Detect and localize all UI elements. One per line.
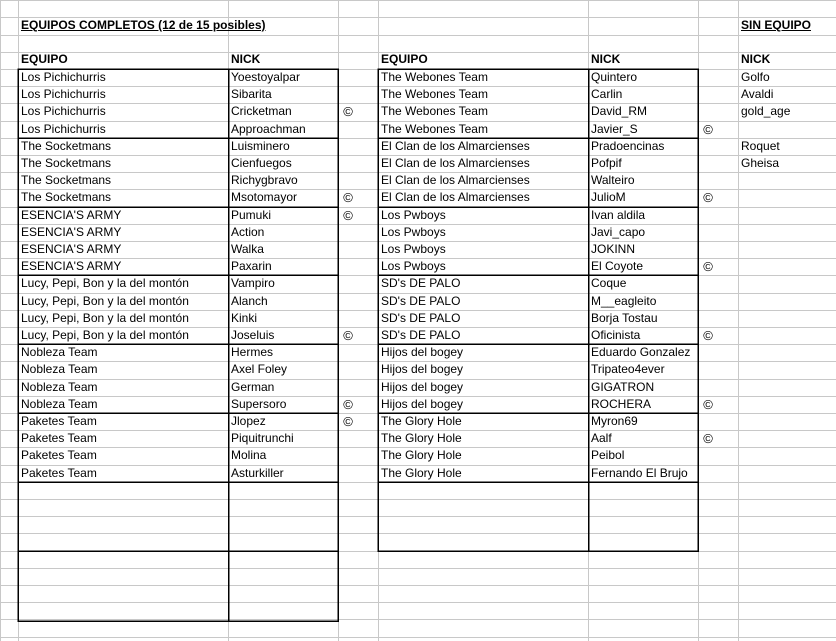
nick-cell[interactable]: Myron69 [591,414,638,428]
nick-cell[interactable]: Cricketman [231,104,292,118]
nick-cell[interactable]: Action [231,225,265,239]
team-cell[interactable]: El Clan de los Almarcienses [381,190,530,204]
captain-mark[interactable]: © [343,328,353,343]
team-cell[interactable]: El Clan de los Almarcienses [381,156,530,170]
nick-cell[interactable]: Kinki [231,311,258,325]
team-cell[interactable]: Los Pichichurris [21,70,106,84]
team-cell[interactable]: SD's DE PALO [381,294,461,308]
sin-equipo-nick-cell[interactable]: Golfo [741,70,770,84]
nick-cell[interactable]: Paxarin [231,259,272,273]
captain-mark[interactable]: © [343,397,353,412]
team-cell[interactable]: Los Pwboys [381,225,446,239]
team-cell[interactable]: Nobleza Team [21,397,98,411]
captain-mark[interactable]: © [703,328,713,343]
team-cell[interactable]: The Webones Team [381,70,488,84]
sin-equipo-nick-cell[interactable]: Gheisa [741,156,780,170]
nick-cell[interactable]: Alanch [231,294,268,308]
team-cell[interactable]: Hijos del bogey [381,397,464,411]
nick-cell[interactable]: Pumuki [231,208,272,222]
right-nick-header[interactable]: NICK [591,52,621,66]
nick-cell[interactable]: Coque [591,276,627,290]
sheet-title[interactable]: EQUIPOS COMPLETOS (12 de 15 posibles) [21,18,266,32]
team-cell[interactable]: The Glory Hole [381,466,462,480]
team-cell[interactable]: Paketes Team [21,431,97,445]
nick-cell[interactable]: JulioM [591,190,626,204]
nick-cell[interactable]: Supersoro [231,397,287,411]
nick-cell[interactable]: Eduardo Gonzalez [591,345,691,359]
team-cell[interactable]: ESENCIA'S ARMY [21,242,122,256]
team-cell[interactable]: Hijos del bogey [381,345,464,359]
team-cell[interactable]: Paketes Team [21,448,97,462]
nick-cell[interactable]: Luisminero [231,139,290,153]
captain-mark[interactable]: © [703,122,713,137]
sin-equipo-nick-header[interactable]: NICK [741,52,771,66]
nick-cell[interactable]: Approachman [231,122,306,136]
team-cell[interactable]: The Webones Team [381,104,488,118]
team-cell[interactable]: El Clan de los Almarcienses [381,139,530,153]
team-cell[interactable]: Los Pichichurris [21,122,106,136]
nick-cell[interactable]: Joseluis [231,328,275,342]
team-cell[interactable]: The Glory Hole [381,431,462,445]
nick-cell[interactable]: GIGATRON [591,380,655,394]
team-cell[interactable]: Los Pwboys [381,242,446,256]
right-equipo-header[interactable]: EQUIPO [381,52,428,66]
left-equipo-header[interactable]: EQUIPO [21,52,68,66]
team-cell[interactable]: Nobleza Team [21,380,98,394]
nick-cell[interactable]: Asturkiller [231,466,284,480]
captain-mark[interactable]: © [703,259,713,274]
nick-cell[interactable]: Cienfuegos [231,156,292,170]
team-cell[interactable]: Lucy, Pepi, Bon y la del montón [21,328,189,342]
team-cell[interactable]: Paketes Team [21,414,97,428]
nick-cell[interactable]: Borja Tostau [591,311,658,325]
nick-cell[interactable]: Tripateo4ever [591,362,665,376]
team-cell[interactable]: Paketes Team [21,466,97,480]
nick-cell[interactable]: Axel Foley [231,362,288,376]
team-cell[interactable]: Hijos del bogey [381,380,464,394]
team-cell[interactable]: Los Pwboys [381,259,446,273]
team-cell[interactable]: El Clan de los Almarcienses [381,173,530,187]
nick-cell[interactable]: Jlopez [231,414,266,428]
nick-cell[interactable]: Ivan aldila [591,208,646,222]
team-cell[interactable]: Los Pwboys [381,208,446,222]
nick-cell[interactable]: Oficinista [591,328,641,342]
captain-mark[interactable]: © [703,190,713,205]
team-cell[interactable]: ESENCIA'S ARMY [21,259,122,273]
nick-cell[interactable]: Aalf [591,431,612,445]
nick-cell[interactable]: Sibarita [231,87,272,101]
sin-equipo-nick-cell[interactable]: Avaldi [741,87,774,101]
team-cell[interactable]: Los Pichichurris [21,104,106,118]
nick-cell[interactable]: Msotomayor [231,190,298,204]
captain-mark[interactable]: © [343,414,353,429]
team-cell[interactable]: The Glory Hole [381,448,462,462]
nick-cell[interactable]: Richygbravo [231,173,298,187]
nick-cell[interactable]: Quintero [591,70,638,84]
nick-cell[interactable]: Vampiro [231,276,275,290]
sin-equipo-nick-cell[interactable]: Roquet [741,139,780,153]
team-cell[interactable]: Nobleza Team [21,345,98,359]
nick-cell[interactable]: M__eagleito [591,294,657,308]
nick-cell[interactable]: ROCHERA [591,397,652,411]
nick-cell[interactable]: Walka [231,242,264,256]
team-cell[interactable]: ESENCIA'S ARMY [21,225,122,239]
team-cell[interactable]: Nobleza Team [21,362,98,376]
captain-mark[interactable]: © [703,431,713,446]
team-cell[interactable]: Lucy, Pepi, Bon y la del montón [21,276,189,290]
team-cell[interactable]: The Socketmans [21,139,112,153]
team-cell[interactable]: ESENCIA'S ARMY [21,208,122,222]
nick-cell[interactable]: Walteiro [591,173,635,187]
nick-cell[interactable]: JOKINN [591,242,636,256]
left-nick-header[interactable]: NICK [231,52,261,66]
sin-equipo-nick-cell[interactable]: gold_age [741,104,791,118]
nick-cell[interactable]: Fernando El Brujo [591,466,688,480]
captain-mark[interactable]: © [343,104,353,119]
captain-mark[interactable]: © [343,190,353,205]
captain-mark[interactable]: © [703,397,713,412]
nick-cell[interactable]: El Coyote [591,259,644,273]
nick-cell[interactable]: German [231,380,275,394]
team-cell[interactable]: SD's DE PALO [381,276,461,290]
team-cell[interactable]: Los Pichichurris [21,87,106,101]
nick-cell[interactable]: David_RM [591,104,648,118]
nick-cell[interactable]: Yoestoyalpar [231,70,300,84]
team-cell[interactable]: The Webones Team [381,122,488,136]
team-cell[interactable]: The Glory Hole [381,414,462,428]
nick-cell[interactable]: Molina [231,448,267,462]
nick-cell[interactable]: Javi_capo [591,225,646,239]
team-cell[interactable]: SD's DE PALO [381,328,461,342]
team-cell[interactable]: Lucy, Pepi, Bon y la del montón [21,294,189,308]
nick-cell[interactable]: Hermes [231,345,274,359]
nick-cell[interactable]: Pradoencinas [591,139,665,153]
team-cell[interactable]: The Socketmans [21,173,112,187]
team-cell[interactable]: The Socketmans [21,190,112,204]
team-cell[interactable]: The Webones Team [381,87,488,101]
team-cell[interactable]: The Socketmans [21,156,112,170]
sin-equipo-title[interactable]: SIN EQUIPO [741,18,812,32]
team-cell[interactable]: Hijos del bogey [381,362,464,376]
nick-cell[interactable]: Pofpif [591,156,622,170]
team-cell[interactable]: Lucy, Pepi, Bon y la del montón [21,311,189,325]
nick-cell[interactable]: Javier_S [591,122,638,136]
captain-mark[interactable]: © [343,208,353,223]
nick-cell[interactable]: Carlin [591,87,623,101]
nick-cell[interactable]: Piquitrunchi [231,431,294,445]
team-cell[interactable]: SD's DE PALO [381,311,461,325]
nick-cell[interactable]: Peibol [591,448,625,462]
